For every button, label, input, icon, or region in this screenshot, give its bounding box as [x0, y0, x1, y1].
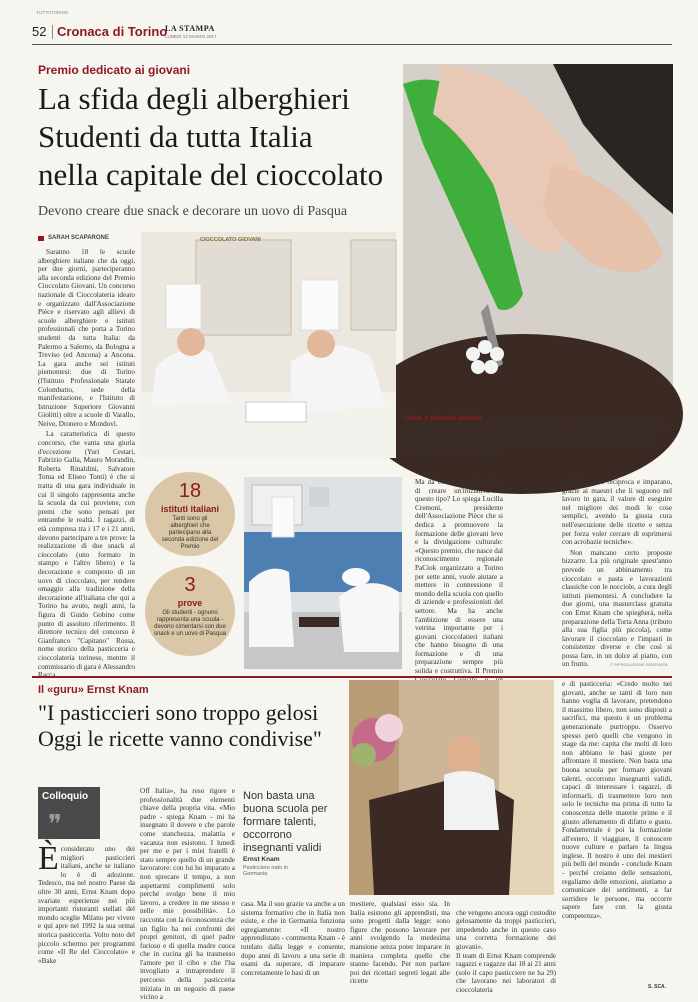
colloquio-tag — [38, 787, 100, 839]
paragraph: casa. Ma il suo grazie va anche a un sistema formativo che in Italia non esiste, e che in Germania funziona egregiamente: «Il nostro apprendistato - commenta Knam - è tutelato dalla legge e consente, dopo anni di lavoro a una serie di esami da superare, di imparare concretamente le basi di un — [241, 900, 345, 977]
article1-credit: © RIPRODUZIONE RISERVATA — [610, 662, 668, 667]
article1-headline — [38, 80, 408, 194]
article2-headline — [38, 700, 358, 752]
kitchen-illustration — [244, 477, 402, 669]
headline-line-1: La sfida degli alberghieri — [38, 81, 350, 116]
photo-ernst-knam — [349, 680, 554, 895]
factbox — [141, 462, 239, 662]
article2-col6 — [562, 680, 672, 982]
article2-signoff: S. SCA. — [648, 984, 667, 990]
page-number: 52 — [32, 24, 47, 39]
paragraph: Saranno 18 le scuole alberghiere italiane che da oggi, per due giorni, parteciperanno alla seconda edizione del Premio Cioccolato Giovani. Un concorso nazionale di Cioccolateria ideato e organizzato dall'Associazione Pièce e riservato agli allievi di scuole alberghiere e istituti professionali che porta a Torino studenti da tutta Italia: da Palermo a Salerno, da Bologna a Treviso (ed Ancona) a Ancona. La gara anche sei istituti piemontesi: due di Torino (l'Istituto Professionale Statale Colombatto, sede della manifestazione, e l'Istituto di Istruzione Superiore Giovanni Giolitti) oltre a scuole di Varallo, Neive, Dronero e Mondovì. — [38, 248, 135, 428]
article2-col3 — [241, 900, 345, 988]
paragraph: Ma da cosa nasce la volontà di creare un'iniziativa di questo tipo? Lo spiega Lucilla Cremoni, presidente dell'Associazione Pièce che si dedica a promuovere la formazione delle giovani leve e la divulgazione culturale: «Questo premio, che nasce dal riconoscimento regionale PaCiok organizzato a Torino per sette anni, vuole aiutare a mettere in connessione il mondo della scuola con quello di aziende e professionisti del settore. Ma ha anche l'ambizione di essere una vetrina importante per i giovani cioccolatieri italiani che hanno bisogno di una formazione e di una preparazione sempre più solida e costruttiva. Il Premio — [415, 478, 504, 676]
article1-col2 — [415, 478, 504, 676]
photo-jury — [141, 232, 396, 458]
article2-col4 — [350, 900, 450, 988]
article1-kicker: Premio dedicato ai giovani — [38, 63, 191, 77]
header-date: LUNEDÌ 13 MARZO 2017 — [165, 34, 217, 39]
article2-col1 — [38, 840, 135, 985]
header-divider — [52, 25, 53, 39]
jury-illustration — [141, 232, 396, 458]
factbox-label-1: istituti italiani — [160, 504, 219, 514]
article2-col5 — [456, 900, 556, 994]
quote-role: Pasticciere nato in Germania — [243, 865, 288, 877]
article1-col1 — [38, 248, 136, 671]
colloquio-label: Colloquio — [42, 791, 89, 802]
article2-kicker: Il «guru» Ernst Knam — [38, 684, 149, 696]
factbox-text-2: Gli studenti - ognuno rappresenta una scuola - devono cimentarsi con due snack e un uovo di Pasqua — [153, 610, 227, 637]
paragraph: e di pasticceria: «Credo molto nei giovani, anche se tanti di loro non hanno voglia di lavorare, pretendono il massimo libero, non sono disposti a sacrifici, ma questo è un problema generazionale purtroppo. Osservo spesso però quelli che vengono in stage da me: capita che molti di loro non abbiano le basi giuste per affrontare il mestiere. Non basta una buona scuola per formare giovani talenti, occorrono insegnanti validi, capaci di interessare i ragazzi, di informarli, di trasmettere loro non solo le tecniche ma prima di tutto la conoscenza delle materie prime e il giusto allenamento di difatto e gusto. Fondamentale è poi la formazione all'estero, il viaggiare, il conoscere nuove culture e parlare la lingua inglese. Il nostro è uno dei mestieri più belli del mondo - conclude Knam - perché creiamo delle sensazioni, regaliamo delle emozioni, aiutiamo a comunicare dei sentimenti, a far sorridere le persone, ma occorre sapere fare con la giusta competenza». — [562, 680, 672, 921]
factbox-label-2: prove — [177, 598, 203, 608]
masthead: LA STAMPA — [165, 24, 215, 33]
headline-line-3: nella capitale del cioccolato — [38, 157, 384, 192]
quote-author: Ernst Knam — [243, 856, 280, 863]
byline-mark — [38, 236, 44, 241]
section-separator — [32, 676, 672, 678]
factbox-text-1: Tanti sono gli alberghieri che partecipano alla seconda edizione del Premio — [161, 516, 219, 550]
quote-mark-icon: ❞ — [48, 809, 62, 839]
paragraph: La caratteristica di questo concorso, che vanta una giuria d'eccezione (Yuri Cestari, Fabrizio Galla, Mauro Morandin, Roberta Rinaldini, Salvatore Toma ed Eliseo Tonti) è che si tratta di una gara individuale in cui il singolo rappresenta anche la scuola da cui proviene, con premi che sono pensati per entrambe le realtà. I ragazzi, di età compresa tra i 17 e i 21 anni, devono partecipare a tre prove: la realizzazione di due snack al cioccolato (uno formato in stampo e l'altro libero) e la decorazione e composto di un uovo di cioccolato, per rendere omaggio alla tradizione della decorazione all'italiana che qui a Torino ha avuto, negli anni, la figura di Guido Gobino come punto di assoluto riferimento. Il direttore tecnico del concorso è Gianfranco "Capitano" Rossa, nome storico della pasticceria e cioccolateria torinese, mentre il commissario di gara è Alessandro — [38, 430, 136, 671]
top-small: TUTTOTORINO — [36, 10, 69, 15]
banner-text: CIOCCOLATO GIOVANI — [200, 237, 261, 243]
headline-line-2: Oggi le ricette vanno condivise" — [38, 726, 322, 751]
section-title: Cronaca di Torino — [57, 24, 168, 39]
paragraph: Off Italia», ha reso rigore e professionalità due elementi chiave della propria vita. «Mio padre - spiega Knam - mi ha insegnato il dovere e che parole come stanchezza, malattia e vacanza non esistono. I lunedì per me e per i miei fratelli è stato sempre quello di un grande lavoratore: con lui ho imparato a non sprecare il tempo, a non aspettarmi complimenti solo perché svolgo bene il mio lavoro, a credere in me stesso e nelle mie possibilità». Lo racconta con la riconoscenza che un figlio ha nei confronti dei propri genitori, di quel padre furioso e di quella madre cuoca che in cucina gli ha trasmesso l'amore per il cibo e che l'ha invogliato a intraprendere il percorso della pasticceria iniziata in un negozio di paese vicino a — [140, 787, 235, 1002]
paragraph: considerato uno dei migliori pasticcieri italiani, anche se italiano lo è di adozione. Tedesco, ma nel nostro Paese da oltre 30 anni, Ernst Knam dopo svariate esperienze nei più importanti ristoranti stellati del mondo sceglie Milano per vivere e qui apre nel 1992 la sua ormai storica pasticceria. Volto noto del piccolo schermo per programmi come «Il Re del Cioccolato» e «Bake — [38, 845, 135, 965]
paragraph: mestiere, qualsiasi esso sia. In Italia esistono gli apprendisti, ma sono progetti dalla legge: sono figure che possono lavorare per anni svolgendo la medesima mansione senza poter imparare in maniera completa quello che stanno facendo. Per non parlare poi dei ricettari segreti legati alle ricette — [350, 900, 450, 986]
paragraph: collaborazione reciproca e imparano, grazie ai maestri che li seguono nel lavoro in gara, il valore di eseguire nel migliore dei modi le cose semplici, avendo la giusta cura nell'esecuzione delle ricette e senza per forza voler cercare di esprimersi con acrobazie tecniche». — [562, 478, 672, 547]
caption-title: Uova e piccole delizie — [404, 413, 482, 422]
dropcap: È — [38, 840, 59, 877]
byline: SARAH SCAPARONE — [48, 235, 109, 241]
egg-decoration-illustration — [403, 64, 673, 410]
paragraph: Non mancano certo proposte bizzarre. La più originale quest'anno prevede un abbinamento tra cioccolato e pasta e lavorazioni classiche con le nocciole, a cura degli istituti piemontesi. A concludere la due giorni, una masterclass gratuita con Ernst Knam che spiegherà, nella preparazione della Torta Anna (tributo alla sua figlia più piccola), come lavorare il cioccolato e l'impasti in consistenze diverse e che così si possa fare, in un dolce al piatto, con un frutto. — [562, 548, 672, 669]
article2-col2 — [140, 787, 235, 1002]
factbox-num-2: 3 — [184, 574, 196, 596]
knam-illustration — [349, 680, 554, 895]
pull-quote: Non basta una buona scuola per formare talenti, occorrono insegnanti validi — [243, 790, 328, 854]
photo-kitchen — [244, 477, 402, 669]
caption-text: Nella foto sopra uno studente al lavoro per decorare un uovo durante la prima edizione del Premio Cioccolato Giovani promosso dall'Associazione Pièce. A fianco la giuria, composta da maestri cioccolatieri, intenta a valutare le creazioni dei ragazzi. Sotto, studente e maestro a confronto — [404, 422, 666, 454]
headline-line-1: "I pasticcieri sono troppo gelosi — [38, 700, 319, 725]
headline-line-2: Studenti da tutta Italia — [38, 119, 313, 154]
factbox-num-1: 18 — [178, 480, 202, 502]
paragraph: che vengono ancora oggi custodite gelosamente da troppi pasticcieri, impedendo anche in questo caso una corretta formazione dei giovani». Il team di Ernst Knam comprende ragazzi e ragazze dai 18 ai 21 anni (solo il capo pasticciere ne ha 29) che lavorano nei laboratori di cioccolateria — [456, 908, 556, 994]
photo-egg-decoration — [403, 64, 673, 410]
article1-subhead: Devono creare due snack e decorare un uovo di Pasqua — [38, 204, 348, 219]
header-rule — [32, 44, 672, 45]
